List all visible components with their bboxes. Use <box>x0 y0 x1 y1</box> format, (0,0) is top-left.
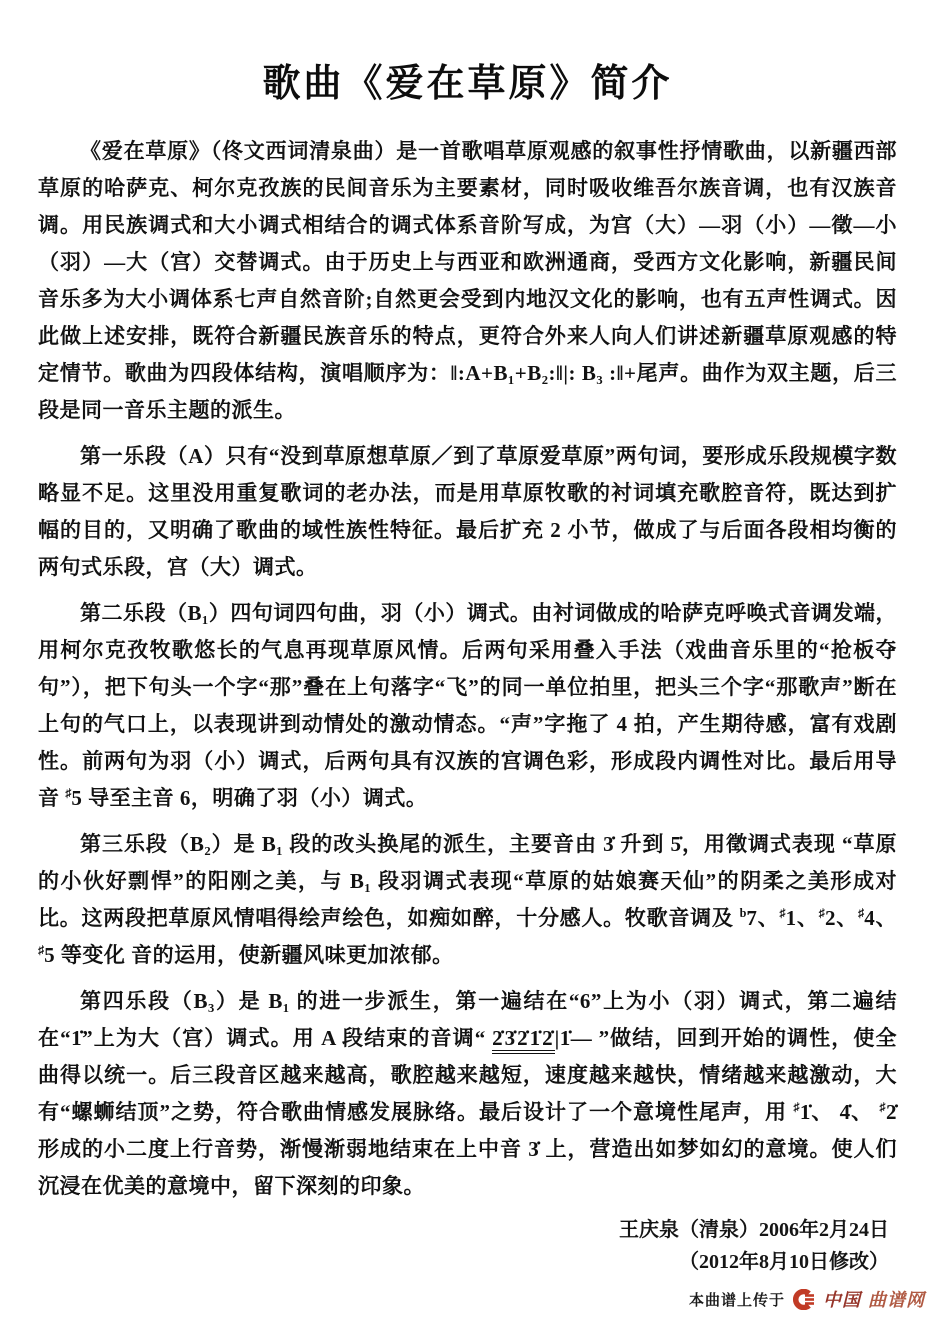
site-name-secondary: 曲谱网 <box>868 1290 925 1310</box>
paragraph-section-b3: 第四乐段（B₃）是 B₁ 的进一步派生，第一遍结在“6”上为小（羽）调式，第二遍结在“1̇”上为大（宫）调式。用 A 段结束的音调“ 2̇3̇2̇1̇2̇|1̇— ”做结，回到开始的调性，使全曲得以统一。后三段音区越来越高，歌腔越来越短，速度越来越快，情绪越来越激动，大有“螺蛳结顶”之势，符合歌曲情感发展脉络。最后设计了一个意境性尾声，用 ♯1̇、 4̇、 ♯2̇ 形成的小二度上行音势，渐慢渐弱地结束在上中音 3̇ 上，营造出如梦如幻的意境。使人们沉浸在优美的意境中，留下深刻的印象。 <box>38 989 898 1198</box>
page-title: 歌曲《爱在草原》简介 <box>262 63 673 105</box>
footer-upload-note: 本曲谱上传于 <box>688 1291 785 1309</box>
paragraph-section-a: 第一乐段（A）只有“没到草原想草原／到了草原爱草原”两句词，要形成乐段规模字数略显不足。这里没用重复歌词的老办法，而是用草原牧歌的衬词填充歌腔音符，既达到扩幅的目的，又明确了歌曲的域性族性特征。最后扩充 2 小节，做成了与后面各段相均衡的两句式乐段，宫（大）调式。 <box>38 444 897 579</box>
signature-revision-date: （2012年8月10日修改） <box>679 1251 889 1273</box>
footer <box>689 1286 925 1312</box>
site-logo-icon <box>792 1289 816 1310</box>
document-body <box>38 133 897 1205</box>
site-name-primary: 中国 <box>823 1290 861 1310</box>
signature-author-date: 王庆泉（清泉）2006年2月24日 <box>619 1219 889 1241</box>
paragraph-section-b1: 第二乐段（B₁）四句词四句曲，羽（小）调式。由衬词做成的哈萨克呼唤式音调发端，用柯尔克孜牧歌悠长的气息再现草原风情。后两句采用叠入手法（戏曲音乐里的“抢板夺句”），把下句头一个字“那”叠在上句落字“飞”的同一单位拍里，把头三个字“那歌声”断在上句的气口上，以表现讲到动情处的激动情态。“声”字拖了 4 拍，产生期待感，富有戏剧性。前两句为羽（小）调式，后两句具有汉族的宫调色彩，形成段内调性对比。最后用导音 ♯5 导至主音 6，明确了羽（小）调式。 <box>38 601 897 810</box>
paragraph-overview: 《爱在草原》（佟文西词清泉曲）是一首歌唱草原观感的叙事性抒情歌曲，以新疆西部草原的哈萨克、柯尔克孜族的民间音乐为主要素材，同时吸收维吾尔族音调，也有汉族音调。用民族调式和大小调式相结合的调式体系音阶写成，为宫（大）—羽（小）—徵—小（羽）—大（宫）交替调式。由于历史上与西亚和欧洲通商，受西方文化影响，新疆民间音乐多为大小调体系七声自然音阶;自然更会受到内地汉文化的影响，也有五声性调式。因此做上述安排，既符合新疆民族音乐的特点，更符合外来人向人们讲述新疆草原观感的特定情节。歌曲为四段体结构，演唱顺序为：‖:A+B₁+B₂:‖|: B₃ :‖+尾声。曲作为双主题，后三段是同一音乐主题的派生。 <box>38 139 897 422</box>
signature-block <box>38 1214 897 1278</box>
paragraph-section-b2: 第三乐段（B₂）是 B₁ 段的改头换尾的派生，主要音由 3̇ 升到 5̇，用徵调式表现 “草原的小伙好剽悍”的阳刚之美，与 B₁ 段羽调式表现“草原的姑娘赛天仙”的阴柔之美形成对比。这两段把草原风情唱得绘声绘色，如痴如醉，十分感人。牧歌音调及 $^b$7、♯1、♯2、♯4、♯5 等变化 音的运用，使新疆风味更加浓郁。 <box>38 832 898 967</box>
